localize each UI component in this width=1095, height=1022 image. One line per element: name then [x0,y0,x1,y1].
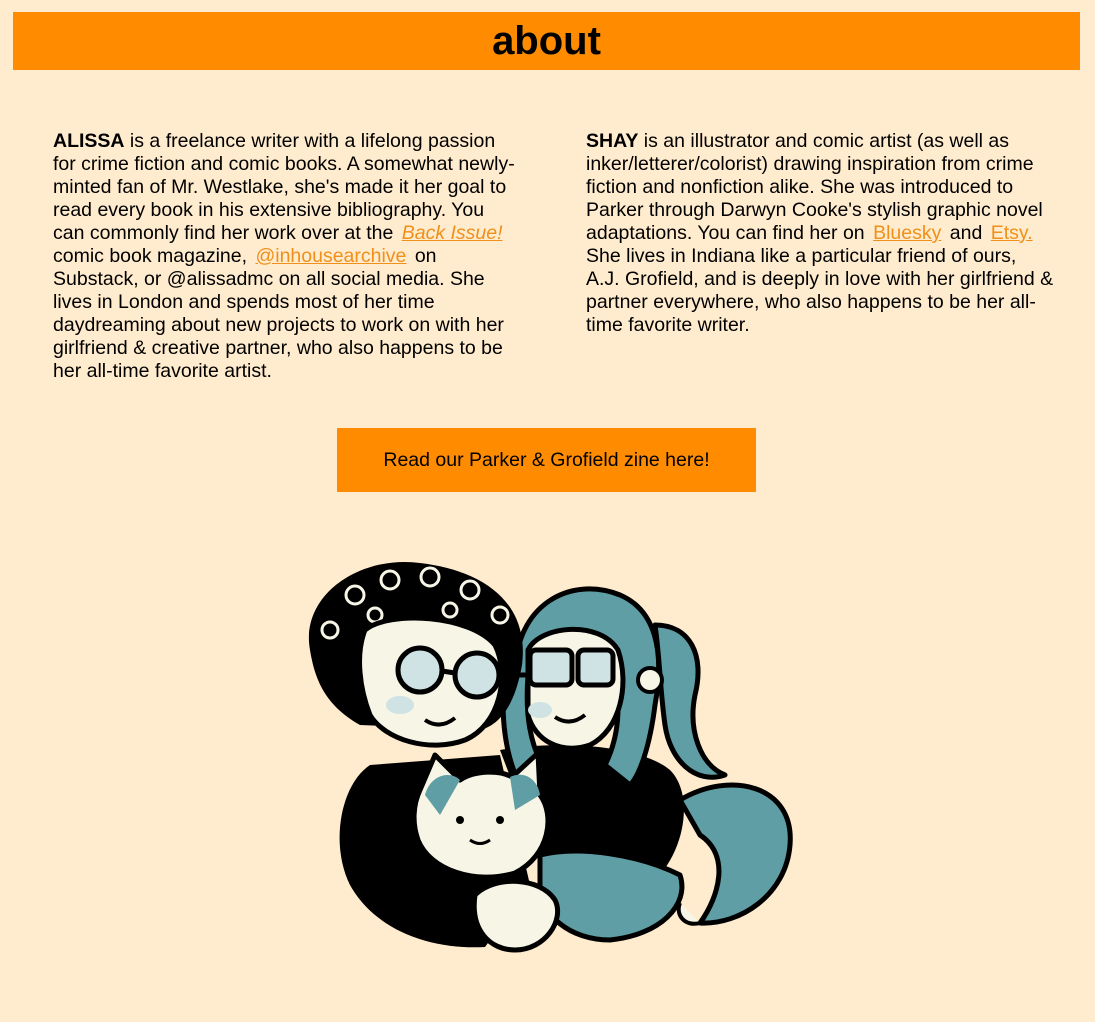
shay-face [528,629,623,748]
shay-ponytail [655,625,725,777]
inhousearchive-link[interactable]: @inhousearchive [255,245,407,267]
couple-with-cat-illustration [300,555,800,967]
shay-glasses [530,650,613,685]
cat-tail [679,785,791,924]
alissa-text-3: on Substack, or @alissadmc on all social media. She lives in London and spends most of her time daydreaming about new projects to work on with her girlfriend & creative partner, who also happens to be her all-time favorite artist. [53,245,504,382]
alissa-text-2: comic book magazine, [53,245,253,267]
shay-text-2: and [944,222,988,244]
alissa-bio-text [53,130,519,383]
alissa-bio [53,130,519,383]
bluesky-link[interactable]: Bluesky [873,222,942,244]
shay-bio [586,130,1054,337]
hands [474,881,557,950]
shay-text-3: She lives in Indiana like a particular friend of ours, A.J. Grofield, and is deeply in love with her girlfriend & partner everywhere, who also happens to be her all-time favorite writer. [586,245,1054,336]
etsy-link[interactable]: Etsy. [990,222,1033,244]
shay-text-1: is an illustrator and comic artist (as well as inker/letterer/colorist) drawing inspiration from crime fiction and nonfiction alike. She was introduced to Parker through Darwyn Cooke's stylish graphic novel adaptations. You can find her on [586,130,1043,244]
cat-icon [414,753,548,877]
cat-body [540,851,682,940]
shay-name: SHAY [586,130,639,152]
read-zine-button[interactable]: Read our Parker & Grofield zine here! [337,428,756,492]
header-bar [13,12,1080,70]
page-title: about [492,19,601,63]
back-issue-link[interactable]: Back Issue! [401,222,503,244]
alissa-text-1: is a freelance writer with a lifelong passion for crime fiction and comic books. A somewhat newly-minted fan of Mr. Westlake, she's made it her goal to read every book in his extensive bibliography. You can commonly find her work over at the [53,130,515,244]
shay-bio-text [586,130,1054,337]
alissa-name: ALISSA [53,130,125,152]
